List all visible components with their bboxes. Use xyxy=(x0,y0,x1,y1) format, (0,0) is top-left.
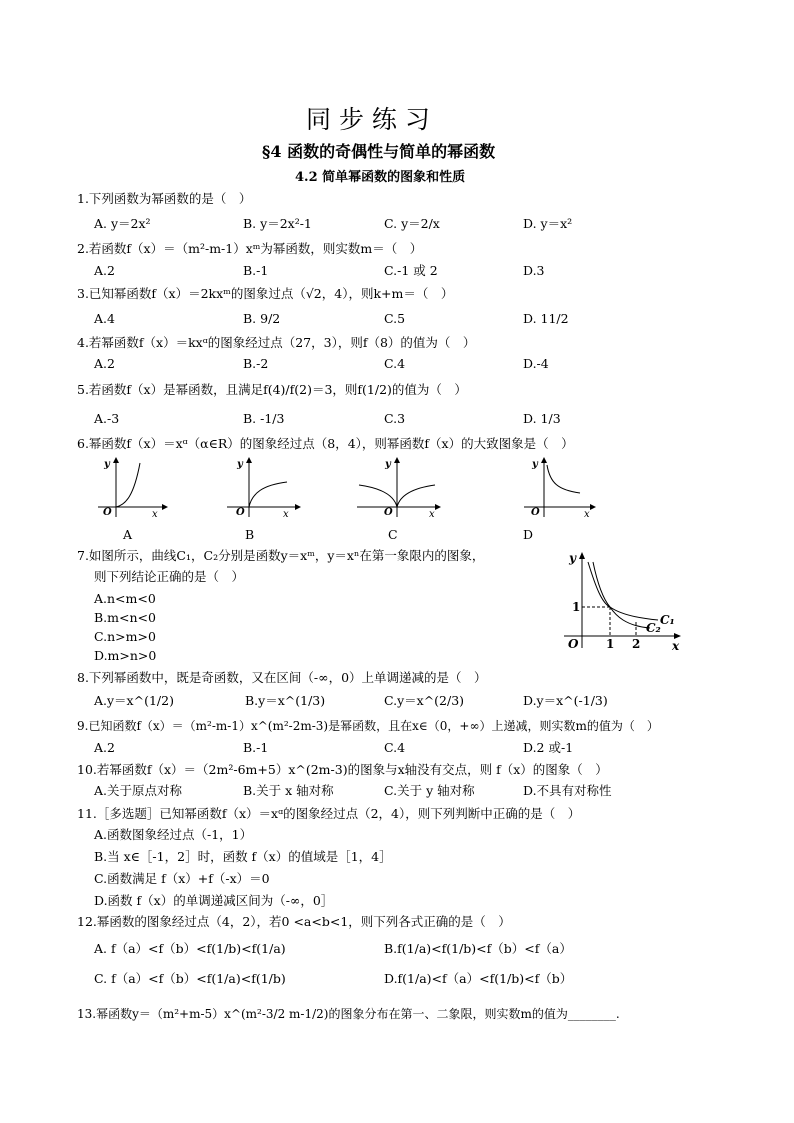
question-6: 6.幂函数f（x）＝xᵅ（α∈R）的图象经过点（8，4），则幂函数f（x）的大致图象是（ ） xyxy=(77,436,574,451)
graph-b-y-label: y xyxy=(237,459,243,470)
q3-option-a: A.4 xyxy=(94,311,115,326)
q6-graph-a xyxy=(90,455,170,520)
graph-c-origin: O xyxy=(384,507,393,518)
q4-option-b: B.-2 xyxy=(243,356,269,371)
q12-option-b: B.f(1/a)<f(1/b)<f（b）<f（a） xyxy=(384,941,572,956)
q6-option-c: C xyxy=(388,527,398,542)
graph-a-x-label: x xyxy=(152,509,158,520)
q3-option-b: B. 9/2 xyxy=(243,311,281,326)
q5-option-b: B. -1/3 xyxy=(243,411,285,426)
page-title: 同 步 练 习 xyxy=(306,105,430,134)
question-12: 12.幂函数的图象经过点（4，2），若0 <a<b<1，则下列各式正确的是（ ） xyxy=(77,914,511,929)
q10-option-a: A.关于原点对称 xyxy=(94,783,183,798)
q4-option-c: C.4 xyxy=(384,356,406,371)
graph-b-origin: O xyxy=(236,507,245,518)
graph-d-origin: O xyxy=(531,507,540,518)
question-10: 10.若幂函数f（x）＝（2m²-6m+5）x^(2m-3)的图象与x轴没有交点，则 f（x）的图象（ ） xyxy=(77,762,608,777)
question-7-line2: 则下列结论正确的是（ ） xyxy=(94,569,245,584)
q9-option-d: D.2 或-1 xyxy=(523,740,574,755)
question-7: 7.如图所示，曲线C₁，C₂分别是函数y＝xᵐ，y＝xⁿ在第一象限内的图象， xyxy=(77,548,485,563)
q7-option-d: D.m>n>0 xyxy=(94,648,157,663)
q11-option-d: D.函数 f（x）的单调递减区间为（-∞，0］ xyxy=(94,893,334,908)
q6-graph-b xyxy=(225,455,305,520)
q5-option-c: C.3 xyxy=(384,411,406,426)
q12-option-d: D.f(1/a)<f（a）<f(1/b)<f（b） xyxy=(384,971,573,986)
question-2: 2.若函数f（x）＝（m²-m-1）xᵐ为幂函数，则实数m＝（ ） xyxy=(77,241,423,256)
q6-option-a: A xyxy=(123,527,133,542)
question-5: 5.若函数f（x）是幂函数，且满足f(4)/f(2)＝3，则f(1/2)的值为（ ） xyxy=(77,382,467,397)
section-title: §4 函数的奇偶性与简单的幂函数 xyxy=(262,142,496,161)
fig7-x-two: 2 xyxy=(632,637,641,651)
fig7-c1: C₁ xyxy=(660,613,675,627)
q9-option-c: C.4 xyxy=(384,740,406,755)
q6-option-d: D xyxy=(523,527,534,542)
question-13: 13.幂函数y＝（m²+m-5）x^(m²-3/2 m-1/2)的图象分布在第一、二象限，则实数m的值为________. xyxy=(77,1007,620,1021)
q1-option-b: B. y＝2x²-1 xyxy=(243,216,312,231)
q6-graph-d xyxy=(522,455,602,520)
question-9: 9.已知函数f（x）＝（m²-m-1）x^(m²-2m-3)是幂函数，且在x∈（0，+∞）上递减，则实数m的值为（ ） xyxy=(77,719,659,733)
q8-option-c: C.y＝x^(2/3) xyxy=(384,693,465,708)
fig7-x-label: x xyxy=(672,639,680,653)
graph-c-x-label: x xyxy=(429,509,435,520)
q7-option-c: C.n>m>0 xyxy=(94,629,156,644)
q6-graph-c xyxy=(355,455,445,520)
q10-option-d: D.不具有对称性 xyxy=(523,783,612,798)
q1-option-c: C. y＝2/x xyxy=(384,216,440,231)
question-8: 8.下列幂函数中，既是奇函数，又在区间（-∞，0）上单调递减的是（ ） xyxy=(77,670,487,685)
q5-option-a: A.-3 xyxy=(94,411,120,426)
q9-option-b: B.-1 xyxy=(243,740,269,755)
q4-option-d: D.-4 xyxy=(523,356,549,371)
q7-option-a: A.n<m<0 xyxy=(94,591,156,606)
q2-option-c: C.-1 或 2 xyxy=(384,263,438,278)
graph-d-x-label: x xyxy=(584,509,590,520)
q3-option-d: D. 11/2 xyxy=(523,311,569,326)
question-3: 3.已知幂函数f（x）＝2kxᵐ的图象过点（√2，4），则k+m＝（ ） xyxy=(77,286,454,301)
q1-option-a: A. y＝2x² xyxy=(94,216,151,231)
q3-option-c: C.5 xyxy=(384,311,406,326)
subsection-title: 4.2 简单幂函数的图象和性质 xyxy=(295,170,466,185)
graph-d-y-label: y xyxy=(532,459,538,470)
fig7-x-one: 1 xyxy=(606,637,615,651)
q6-option-b: B xyxy=(245,527,255,542)
q11-option-b: B.当 x∈［-1，2］时，函数 f（x）的值域是［1，4］ xyxy=(94,849,392,864)
q10-option-b: B.关于 x 轴对称 xyxy=(243,783,334,798)
graph-a-y-label: y xyxy=(104,459,110,470)
q8-option-d: D.y＝x^(-1/3) xyxy=(523,693,608,708)
fig7-y-one: 1 xyxy=(572,600,581,614)
q5-option-d: D. 1/3 xyxy=(523,411,561,426)
q12-option-a: A. f（a）<f（b）<f(1/b)<f(1/a) xyxy=(94,941,286,956)
q8-option-b: B.y＝x^(1/3) xyxy=(245,693,326,708)
fig7-c2: C₂ xyxy=(646,621,661,635)
q9-option-a: A.2 xyxy=(94,740,115,755)
graph-a-origin: O xyxy=(103,507,112,518)
q2-option-b: B.-1 xyxy=(243,263,269,278)
q4-option-a: A.2 xyxy=(94,356,115,371)
q12-option-c: C. f（a）<f（b）<f(1/a)<f(1/b) xyxy=(94,971,286,986)
q11-option-c: C.函数满足 f（x）+f（-x）＝0 xyxy=(94,871,270,886)
graph-b-x-label: x xyxy=(283,509,289,520)
q8-option-a: A.y＝x^(1/2) xyxy=(94,693,174,708)
fig7-y-label: y xyxy=(569,551,576,565)
q1-option-d: D. y＝x² xyxy=(523,216,573,231)
q2-option-d: D.3 xyxy=(523,263,545,278)
q7-option-b: B.m<n<0 xyxy=(94,610,156,625)
question-1: 1.下列函数为幂函数的是（ ） xyxy=(77,191,252,206)
q2-option-a: A.2 xyxy=(94,263,115,278)
fig7-origin: O xyxy=(568,637,579,651)
graph-c-y-label: y xyxy=(385,459,391,470)
q11-option-a: A.函数图象经过点（-1，1） xyxy=(94,827,253,842)
q7-figure xyxy=(560,548,685,654)
q10-option-c: C.关于 y 轴对称 xyxy=(384,783,475,798)
question-4: 4.若幂函数f（x）＝kxᵅ的图象经过点（27，3），则f（8）的值为（ ） xyxy=(77,335,476,350)
question-11: 11.［多选题］已知幂函数f（x）＝xᵅ的图象经过点（2，4），则下列判断中正确的是（ ） xyxy=(77,806,581,821)
